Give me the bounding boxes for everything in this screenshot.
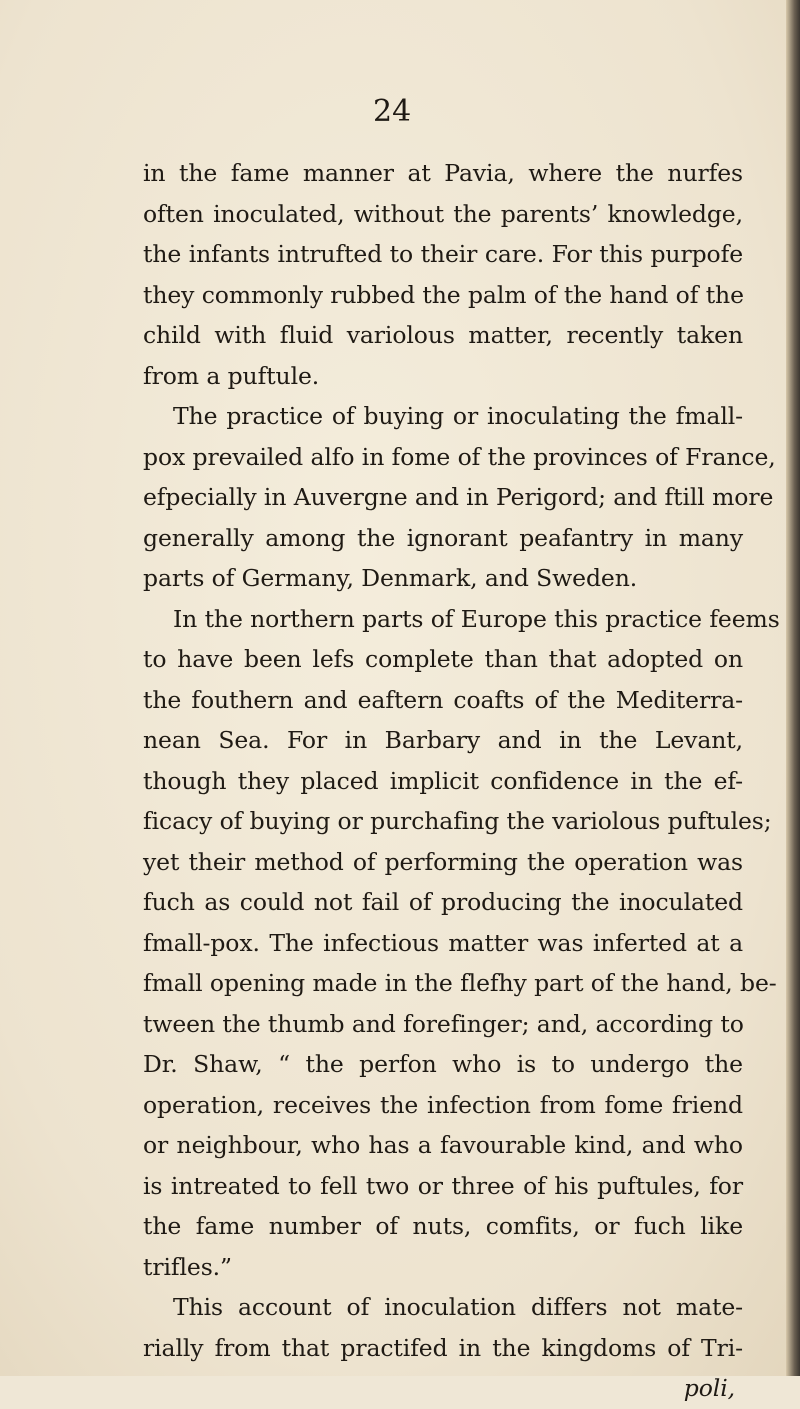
text-line: In the northern parts of Europe this practice feems <box>173 604 780 633</box>
text-line: yet their method of performing the operation was <box>143 847 743 876</box>
text-line: tween the thumb and forefinger; and, according to <box>143 1009 744 1038</box>
text-line: to have been lefs complete than that adopted on <box>143 645 743 673</box>
text-line: operation, receives the infection from fome friend <box>143 1090 743 1119</box>
text-line: trifles.” <box>143 1252 232 1281</box>
text-line: parts of Germany, Denmark, and Sweden. <box>143 564 638 592</box>
text-line: efpecially in Auvergne and in Perigord; and ftill more <box>143 483 774 511</box>
text-line: they commonly rubbed the palm of the hand of the <box>143 280 744 309</box>
text-line: fuch as could not fail of producing the inoculated <box>143 888 743 916</box>
text-line: rially from that practifed in the kingdoms of Tri- <box>143 1333 743 1362</box>
catchword: poli, <box>683 1374 735 1402</box>
text-line: or neighbour, who has a favourable kind, and who <box>143 1131 743 1159</box>
text-line: The practice of buying or inoculating the fmall- <box>173 402 743 430</box>
text-line: from a puftule. <box>143 361 320 390</box>
text-line: pox prevailed alfo in fome of the provinces of France, <box>143 442 776 471</box>
text-line: is intreated to fell two or three of his puftules, for <box>143 1171 743 1200</box>
page-number: 24 <box>373 94 412 129</box>
text-line: child with fluid variolous matter, recently taken <box>143 321 743 349</box>
text-line: the fame number of nuts, comfits, or fuch like <box>143 1212 743 1240</box>
text-line: though they placed implicit confidence in the ef- <box>143 766 743 795</box>
page-edge <box>786 0 800 1376</box>
text-line: This account of inoculation differs not mate- <box>173 1293 743 1321</box>
text-line: ficacy of buying or purchafing the variolous puftules; <box>143 807 772 835</box>
text-line: fmall opening made in the flefhy part of the hand, be- <box>143 969 777 997</box>
text-line: in the fame manner at Pavia, where the nurfes <box>143 159 743 187</box>
text-line: the fouthern and eaftern coafts of the Mediterra- <box>143 685 743 714</box>
body-text <box>143 153 780 1409</box>
text-line: generally among the ignorant peafantry in many <box>143 523 743 552</box>
text-line: nean Sea. For in Barbary and in the Levant, <box>143 726 743 754</box>
text-line: fmall-pox. The infectious matter was inferted at a <box>143 928 743 957</box>
text-line: the infants intrufted to their care. For this purpofe <box>143 240 743 268</box>
text-line: Dr. Shaw, “ the perfon who is to undergo the <box>143 1050 743 1078</box>
text-line: often inoculated, without the parents’ knowledge, <box>143 199 743 228</box>
